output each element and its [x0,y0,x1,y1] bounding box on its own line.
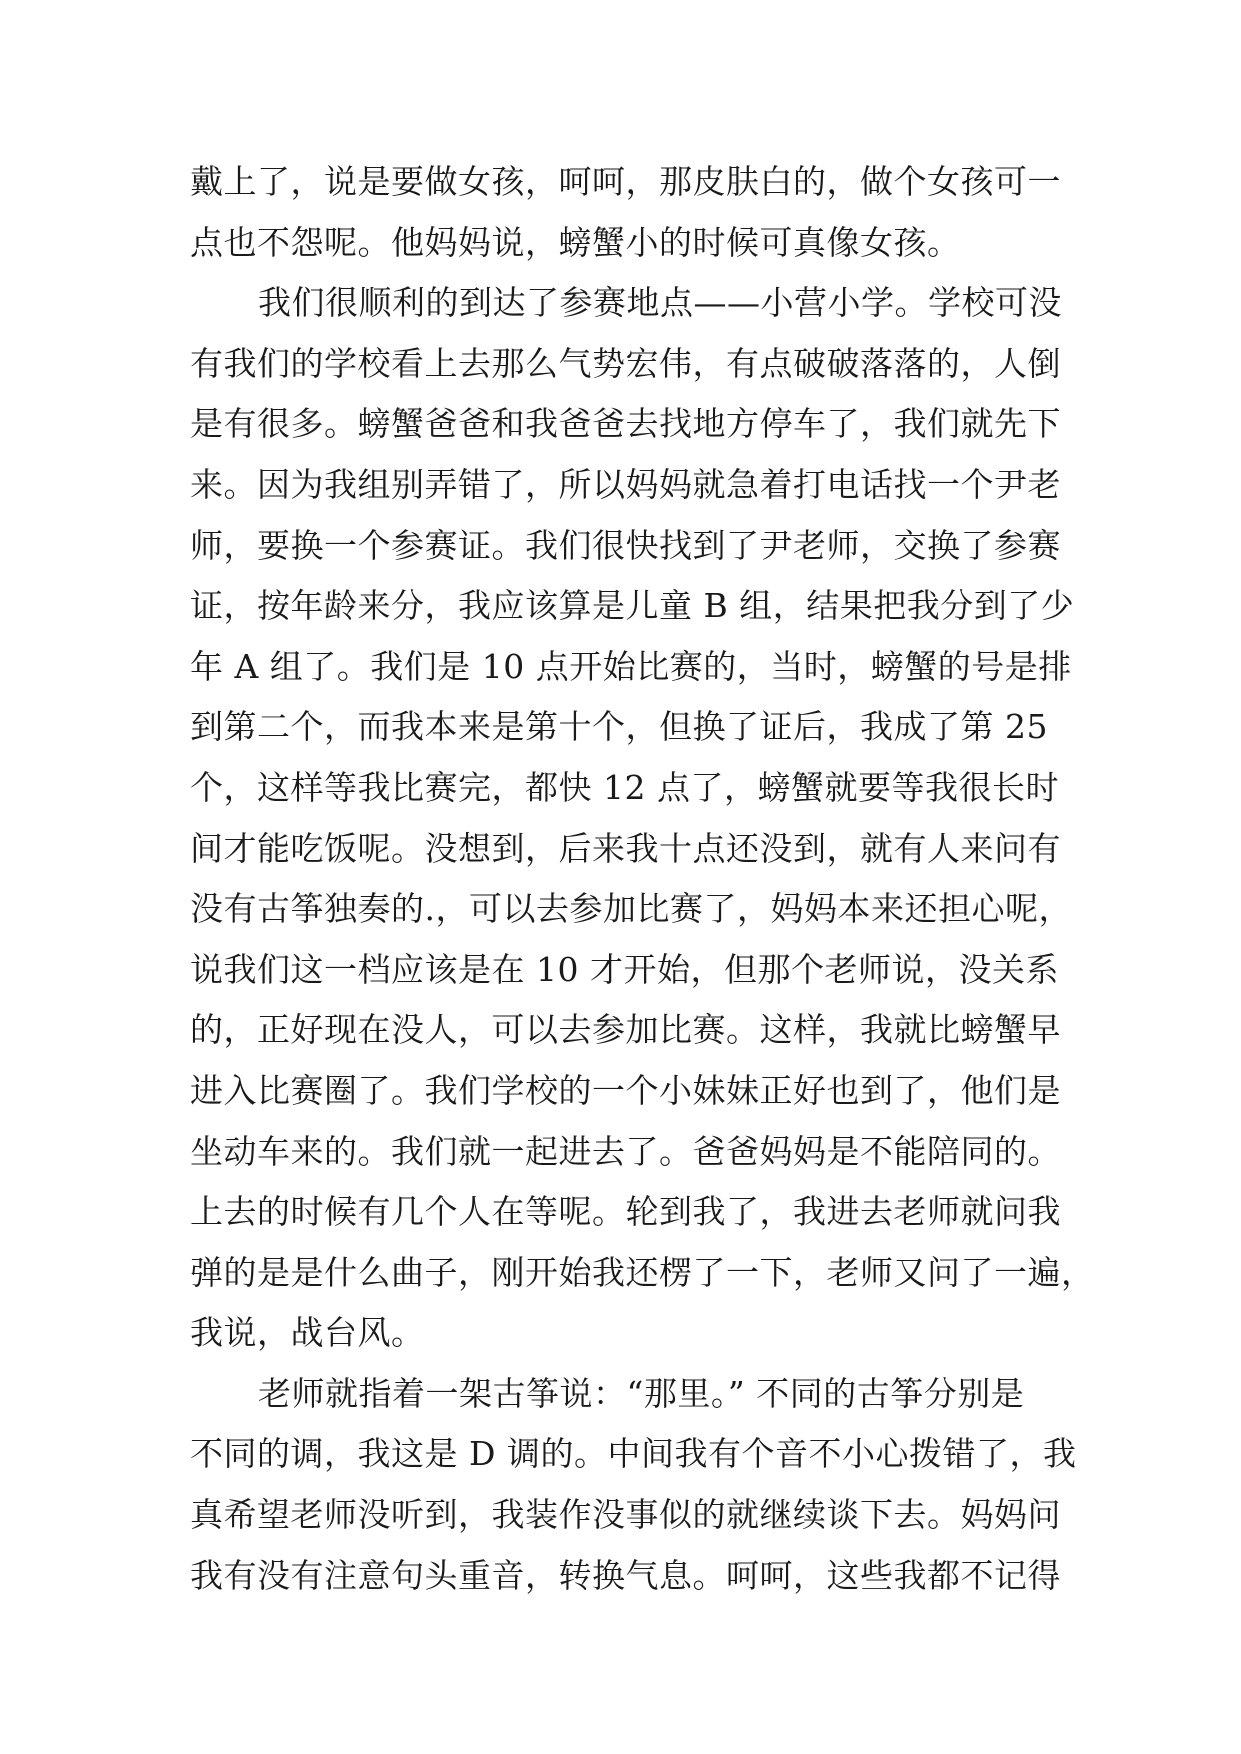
paragraph-first-line: 我们很顺利的到达了参赛地点——小营小学。学校可没 [258,283,1062,323]
text-line: 到第二个，而我本来是第十个，但换了证后，我成了第 25 [190,707,1048,747]
text-line: 个，这样等我比赛完，都快 12 点了，螃蟹就要等我很长时 [190,767,1059,807]
text-line: 是有很多。螃蟹爸爸和我爸爸去找地方停车了，我们就先下 [190,404,1061,444]
text-line: 说我们这一档应该是在 10 才开始，但那个老师说，没关系 [190,949,1059,989]
text-line: 有我们的学校看上去那么气势宏伟，有点破破落落的，人倒 [190,343,1061,383]
text-line: 上去的时候有几个人在等呢。轮到我了，我进去老师就问我 [190,1192,1061,1232]
text-line: 弹的是是什么曲子，刚开始我还楞了一下，老师又问了一遍， [190,1252,1095,1292]
text-line: 戴上了，说是要做女孩，呵呵，那皮肤白的，做个女孩可一 [190,162,1061,201]
text-line: 来。因为我组别弄错了，所以妈妈就急着打电话找一个尹老 [190,464,1061,504]
document-body-text [190,152,1095,1606]
text-line: 证，按年龄来分，我应该算是儿童 B 组，结果把我分到了少 [190,586,1075,626]
text-line: 我说，战台风。 [190,1313,425,1353]
text-line: 的，正好现在没人，可以去参加比赛。这样，我就比螃蟹早 [190,1010,1061,1050]
text-line: 间才能吃饭呢。没想到，后来我十点还没到，就有人来问有 [190,828,1061,868]
text-line: 进入比赛圈了。我们学校的一个小妹妹正好也到了，他们是 [190,1070,1061,1110]
text-line: 年 A 组了。我们是 10 点开始比赛的，当时，螃蟹的号是排 [190,646,1072,686]
text-line: 真希望老师没听到，我装作没事似的就继续谈下去。妈妈问 [190,1495,1061,1535]
text-line: 点也不怨呢。他妈妈说，螃蟹小的时候可真像女孩。 [190,222,961,262]
text-line: 师，要换一个参赛证。我们很快找到了尹老师，交换了参赛 [190,525,1061,565]
text-line: 没有古筝独奏的.，可以去参加比赛了，妈妈本来还担心呢， [190,889,1072,929]
text-line: 我有没有注意句头重音，转换气息。呵呵，这些我都不记得 [190,1555,1061,1595]
paragraph-first-line: 老师就指着一架古筝说：“那里。” 不同的古筝分别是 [258,1373,1025,1413]
text-line: 坐动车来的。我们就一起进去了。爸爸妈妈是不能陪同的。 [190,1131,1061,1171]
text-line: 不同的调，我这是 D 调的。中间我有个音不小心拨错了，我 [190,1434,1077,1474]
